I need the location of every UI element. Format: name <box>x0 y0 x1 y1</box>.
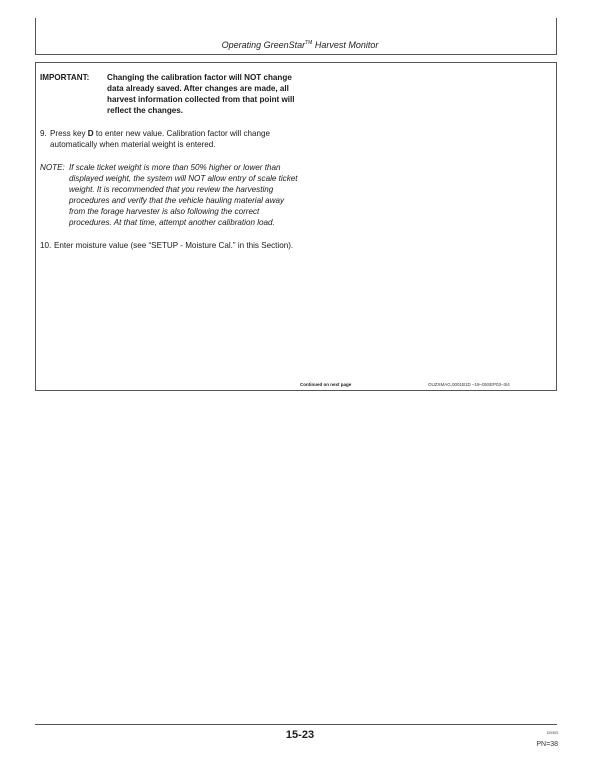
step-text: Press key D to enter new value. Calibration factor will change automatically when material weight is entered. <box>50 129 271 149</box>
important-block <box>40 72 302 116</box>
step-10 <box>40 240 302 251</box>
note-text: If scale ticket weight is more than 50% higher or lower than displayed weight, the system will NOT allow entry of scale ticket weight. It is recommended that you review the harvesting procedures and verify that the vehicle hauling material away from the forage harvester is also following the correct procedures. At that time, attempt another calibration load. <box>69 163 298 227</box>
frame-right-line <box>556 62 557 390</box>
important-label: IMPORTANT: <box>40 73 90 82</box>
continued-label: Continued on next page <box>300 382 352 387</box>
step-text: Enter moisture value (see “SETUP - Moisture Cal.” in this Section). <box>54 241 294 250</box>
page-footer-rule <box>35 724 557 725</box>
page-header-title: Operating GreenStar™ Harvest Monitor <box>221 40 379 50</box>
pn-number: PN=38 <box>536 741 558 748</box>
section-bottom-rule <box>35 390 557 391</box>
frame-left-line <box>35 62 36 390</box>
document-code: OUZXMAG,0001B1D –19–05SEP03–3/4 <box>428 382 510 387</box>
step-number: 10. <box>40 241 52 250</box>
section-top-rule <box>35 62 557 63</box>
important-text: Changing the calibration factor will NOT change data already saved. After changes are made, all harvest information collected from that point will reflect the changes. <box>107 73 295 115</box>
page-small-code: 120303 <box>546 731 558 735</box>
note-block <box>40 162 302 228</box>
main-content <box>40 72 302 263</box>
note-label: NOTE: <box>40 163 65 172</box>
step-number: 9. <box>40 129 47 138</box>
header-rule <box>35 54 557 55</box>
page-number: 15-23 <box>285 729 315 741</box>
step-9 <box>40 128 302 150</box>
